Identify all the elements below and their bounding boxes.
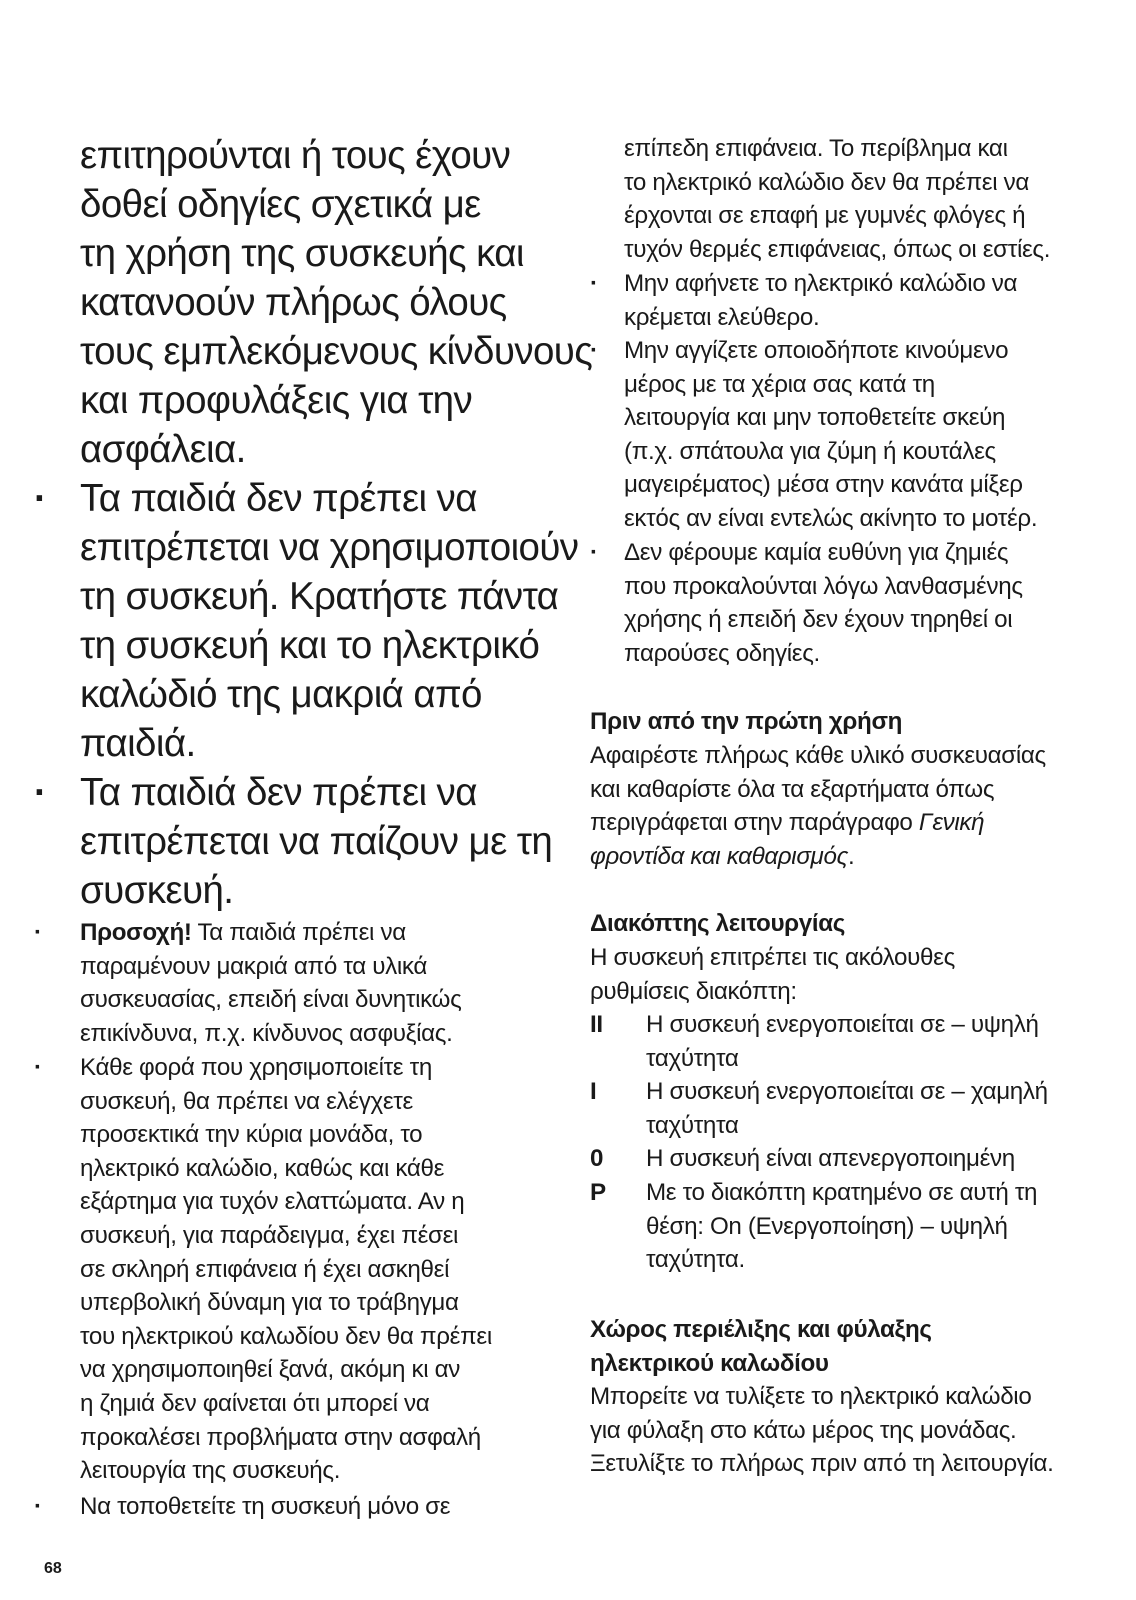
- text-line: Η συσκευή ενεργοποιείται σε – χαμηλή: [646, 1078, 1048, 1105]
- section-reference: φροντίδα και καθαρισμός: [590, 842, 848, 870]
- placement-continuation: [624, 132, 1100, 266]
- text-line: σε σκληρή επιφάνεια ή έχει ασκηθεί: [80, 1255, 450, 1283]
- switch-intro: [590, 941, 1100, 1008]
- text-line: συσκευή, θα πρέπει να ελέγχετε: [80, 1087, 413, 1115]
- intro-paragraph: [80, 131, 593, 474]
- bullet-moving-parts: [590, 334, 1100, 536]
- text-line: καλώδιό της μακριά από: [80, 673, 482, 716]
- switch-key: II: [590, 1011, 603, 1038]
- switch-heading: Διακόπτης λειτουργίας: [590, 910, 846, 937]
- switch-key: I: [590, 1078, 597, 1105]
- text-line: η ζημιά δεν φαίνεται ότι μπορεί να: [80, 1389, 430, 1417]
- switch-key: P: [590, 1179, 606, 1206]
- section-reference: Γενική: [918, 809, 985, 837]
- bullet-placement: [32, 1490, 552, 1524]
- text-line: Η συσκευή ενεργοποιείται σε – υψηλή: [646, 1011, 1039, 1038]
- caution-label: Προσοχή!: [80, 919, 192, 946]
- text-line: προκαλέσει προβλήματα στην ασφαλή: [80, 1423, 481, 1451]
- text-line: Αφαιρέστε πλήρως κάθε υλικό συσκευασίας: [590, 742, 1046, 769]
- text-line: · Τα παιδιά δεν πρέπει να: [80, 477, 477, 520]
- switch-setting-low: [590, 1075, 1100, 1142]
- first-use-heading: Πριν από την πρώτη χρήση: [590, 708, 903, 735]
- text-line: ταχύτητα: [646, 1044, 739, 1072]
- text-line: ασφάλεια.: [80, 428, 246, 471]
- text-line: τη συσκευή. Κρατήστε πάντα: [80, 575, 559, 618]
- bullet-children-play: [32, 768, 552, 915]
- text-line: ρυθμίσεις διακόπτη:: [590, 977, 797, 1005]
- text-line: .: [847, 842, 855, 870]
- text-line: Ξετυλίξτε το πλήρως πριν από τη λειτουργία.: [590, 1450, 1054, 1478]
- text-line: Τα παιδιά πρέπει να: [191, 919, 406, 946]
- text-line: να χρησιμοποιηθεί ξανά, ακόμη κι αν: [80, 1356, 461, 1384]
- switch-setting-pulse: [590, 1176, 1100, 1277]
- text-line: τη συσκευή και το ηλεκτρικό: [80, 624, 540, 667]
- text-line: θέση: On (Ενεργοποίηση) – υψηλή: [646, 1212, 1008, 1240]
- text-line: λειτουργία της συσκευής.: [80, 1457, 341, 1485]
- text-line: Με το διακόπτη κρατημένο σε αυτή τη: [646, 1179, 1038, 1206]
- text-line: τους εμπλεκόμενους κίνδυνους: [80, 330, 593, 373]
- text-line: μαγειρέματος) μέσα στην κανάτα μίξερ: [624, 471, 1023, 499]
- text-line: για φύλαξη στο κάτω μέρος της μονάδας.: [590, 1416, 1017, 1444]
- cord-storage-heading: [590, 1313, 1100, 1380]
- text-line: και προφυλάξεις για την: [80, 379, 473, 422]
- page-number: 68: [44, 1560, 62, 1577]
- text-line: · Κάθε φορά που χρησιμοποιείτε τη: [80, 1054, 432, 1081]
- text-line: · Να τοποθετείτε τη συσκευή μόνο σε: [80, 1493, 451, 1520]
- text-line: τυχόν θερμές επιφάνειας, όπως οι εστίες.: [624, 235, 1051, 263]
- text-line: παιδιά.: [80, 722, 196, 765]
- switch-setting-high: [590, 1008, 1100, 1075]
- bullet-cord-hanging: [590, 267, 1100, 334]
- text-line: συσκευή.: [80, 869, 234, 912]
- text-line: ηλεκτρικό καλώδιο, καθώς και κάθε: [80, 1154, 445, 1182]
- text-line: επιτηρούνται ή τους έχουν: [80, 134, 511, 177]
- bullet-inspect: [32, 1051, 552, 1488]
- text-line: λειτουργία και μην τοποθετείτε σκεύη: [624, 404, 1006, 432]
- text-line: εξάρτημα για τυχόν ελαττώματα. Αν η: [80, 1188, 465, 1216]
- text-line: συσκευασίας, επειδή είναι δυνητικώς: [80, 986, 462, 1014]
- cord-storage-paragraph: [590, 1380, 1100, 1481]
- text-line: · Μην αγγίζετε οποιοδήποτε κινούμενο: [624, 337, 1009, 364]
- text-line: εκτός αν είναι εντελώς ακίνητο το μοτέρ.: [624, 504, 1038, 532]
- text-line: επίπεδη επιφάνεια. Το περίβλημα και: [624, 135, 1008, 162]
- text-line: · Τα παιδιά δεν πρέπει να: [80, 771, 477, 814]
- text-line: χρήσης ή επειδή δεν έχουν τηρηθεί οι: [624, 606, 1013, 634]
- text-line: · Μην αφήνετε το ηλεκτρικό καλώδιο να: [624, 270, 1018, 297]
- text-line: Χώρος περιέλιξης και φύλαξης: [590, 1316, 932, 1343]
- text-line: επιτρέπεται να χρησιμοποιούν: [80, 526, 579, 569]
- text-line: Η συσκευή είναι απενεργοποιημένη: [646, 1145, 1015, 1172]
- text-line: κατανοούν πλήρως όλους: [80, 281, 507, 324]
- text-line: και καθαρίστε όλα τα εξαρτήματα όπως: [590, 775, 995, 803]
- bullet-liability: [590, 536, 1100, 670]
- first-use-paragraph: [590, 739, 1100, 873]
- text-line: ηλεκτρικού καλωδίου: [590, 1349, 829, 1377]
- bullet-caution: [32, 916, 552, 1050]
- text-line: κρέμεται ελεύθερο.: [624, 303, 820, 331]
- text-line: παρούσες οδηγίες.: [624, 639, 820, 667]
- text-line: το ηλεκτρικό καλώδιο δεν θα πρέπει να: [624, 168, 1030, 196]
- text-line: παραμένουν μακριά από τα υλικά: [80, 952, 427, 980]
- text-line: υπερβολική δύναμη για το τράβηγμα: [80, 1289, 459, 1317]
- text-line: (π.χ. σπάτουλα για ζύμη ή κουτάλες: [624, 437, 996, 465]
- bullet-children-use: [32, 474, 579, 768]
- text-line: Η συσκευή επιτρέπει τις ακόλουθες: [590, 944, 955, 971]
- text-line: δοθεί οδηγίες σχετικά με: [80, 183, 481, 226]
- text-line: · Δεν φέρουμε καμία ευθύνη για ζημιές: [624, 539, 1009, 566]
- text-line: τη χρήση της συσκευής και: [80, 232, 524, 275]
- text-line: συσκευή, για παράδειγμα, έχει πέσει: [80, 1221, 459, 1249]
- text-line: ταχύτητα.: [646, 1246, 745, 1274]
- text-line: επιτρέπεται να παίζουν με τη: [80, 820, 553, 863]
- text-line: επικίνδυνα, π.χ. κίνδυνος ασφυξίας.: [80, 1019, 453, 1047]
- text-line: έρχονται σε επαφή με γυμνές φλόγες ή: [624, 202, 1026, 230]
- text-line: ταχύτητα: [646, 1111, 739, 1139]
- text-line: περιγράφεται στην παράγραφο: [590, 809, 919, 837]
- switch-setting-off: [590, 1142, 1100, 1176]
- text-line: που προκαλούνται λόγω λανθασμένης: [624, 572, 1023, 600]
- text-line: Μπορείτε να τυλίξετε το ηλεκτρικό καλώδιο: [590, 1383, 1032, 1410]
- switch-key: 0: [590, 1145, 604, 1172]
- text-line: προσεκτικά την κύρια μονάδα, το: [80, 1121, 423, 1149]
- text-line: μέρος με τα χέρια σας κατά τη: [624, 370, 935, 398]
- text-line: του ηλεκτρικού καλωδίου δεν θα πρέπει: [80, 1322, 492, 1350]
